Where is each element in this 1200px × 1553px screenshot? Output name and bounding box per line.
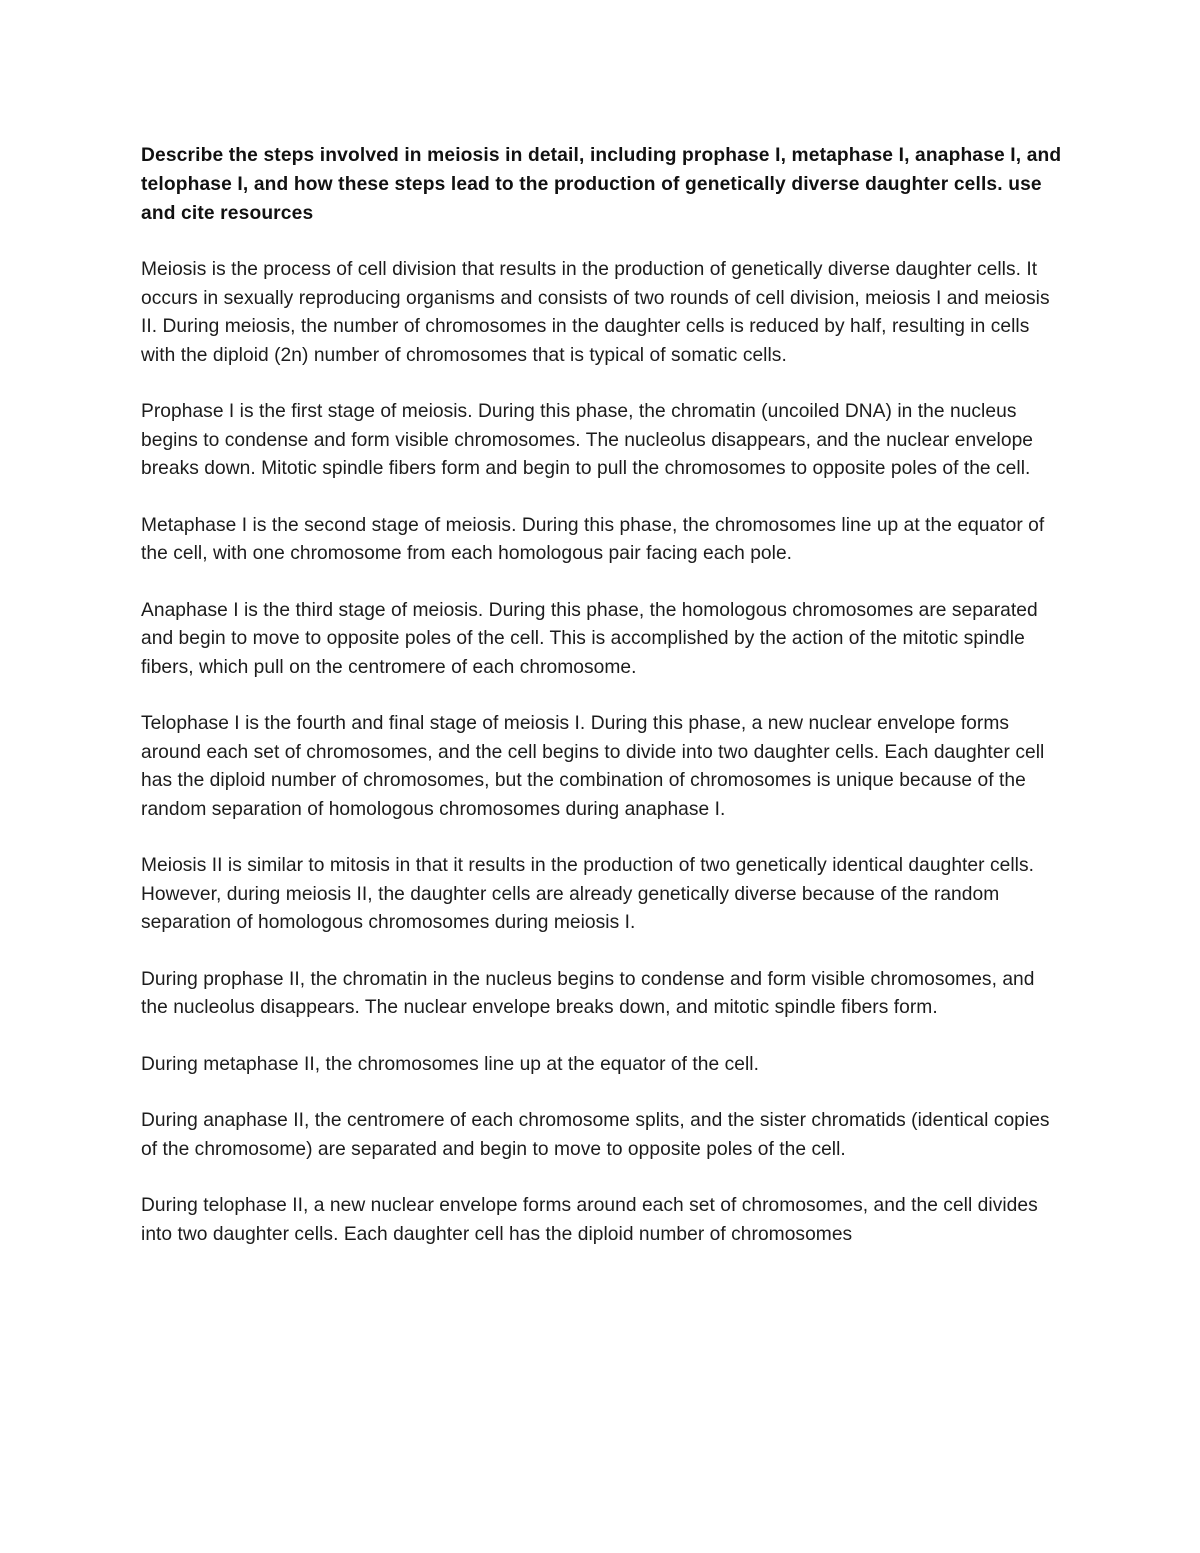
paragraph-telophase-i: Telophase I is the fourth and final stage of meiosis I. During this phase, a new nuclear envelope forms around each set of chromosomes, and the cell begins to divide into two daughter cells. Each daughter cell has the diploid number of chromosomes, but the combination of chromosomes is unique because of the random separation of homologous chromosomes during anaphase I. — [141, 713, 1045, 820]
paragraph-prophase-i: Prophase I is the first stage of meiosis. During this phase, the chromatin (uncoiled DNA) in the nucleus begins to condense and form visible chromosomes. The nucleolus disappears, and the nuclear envelope breaks down. Mitotic spindle fibers form and begin to pull the chromosomes to opposite poles of the cell. — [141, 401, 1034, 479]
document-heading: Describe the steps involved in meiosis in detail, including prophase I, metaphase I, anaphase I, and telophase I, and how these steps lead to the production of genetically diverse daughter cells. use and cite resources — [141, 145, 1062, 224]
paragraph-meiosis-ii: Meiosis II is similar to mitosis in that it results in the production of two genetically identical daughter cells. However, during meiosis II, the daughter cells are already genetically diverse because of the random separation of homologous chromosomes during meiosis I. — [141, 855, 1034, 933]
paragraph-metaphase-ii: During metaphase II, the chromosomes line up at the equator of the cell. — [141, 1053, 759, 1075]
paragraph-meiosis-overview: Meiosis is the process of cell division that results in the production of genetically diverse daughter cells. It occurs in sexually reproducing organisms and consists of two rounds of cell division, meiosis I and meiosis II. During meiosis, the number of chromosomes in the daughter cells is reduced by half, resulting in cells with the diploid (2n) number of chromosomes that is typical of somatic cells. — [141, 259, 1050, 366]
document-page — [141, 141, 1066, 1249]
paragraph-telophase-ii: During telophase II, a new nuclear envelope forms around each set of chromosomes, and the cell divides into two daughter cells. Each daughter cell has the diploid number of chromosomes — [141, 1195, 1038, 1245]
paragraph-metaphase-i: Metaphase I is the second stage of meiosis. During this phase, the chromosomes line up at the equator of the cell, with one chromosome from each homologous pair facing each pole. — [141, 514, 1045, 564]
paragraph-anaphase-i: Anaphase I is the third stage of meiosis. During this phase, the homologous chromosomes are separated and begin to move to opposite poles of the cell. This is accomplished by the action of the mitotic spindle fibers, which pull on the centromere of each chromosome. — [141, 599, 1038, 678]
paragraph-prophase-ii: During prophase II, the chromatin in the nucleus begins to condense and form visible chromosomes, and the nucleolus disappears. The nuclear envelope breaks down, and mitotic spindle fibers form. — [141, 968, 1035, 1018]
paragraph-anaphase-ii: During anaphase II, the centromere of each chromosome splits, and the sister chromatids (identical copies of the chromosome) are separated and begin to move to opposite poles of the cell. — [141, 1110, 1050, 1160]
